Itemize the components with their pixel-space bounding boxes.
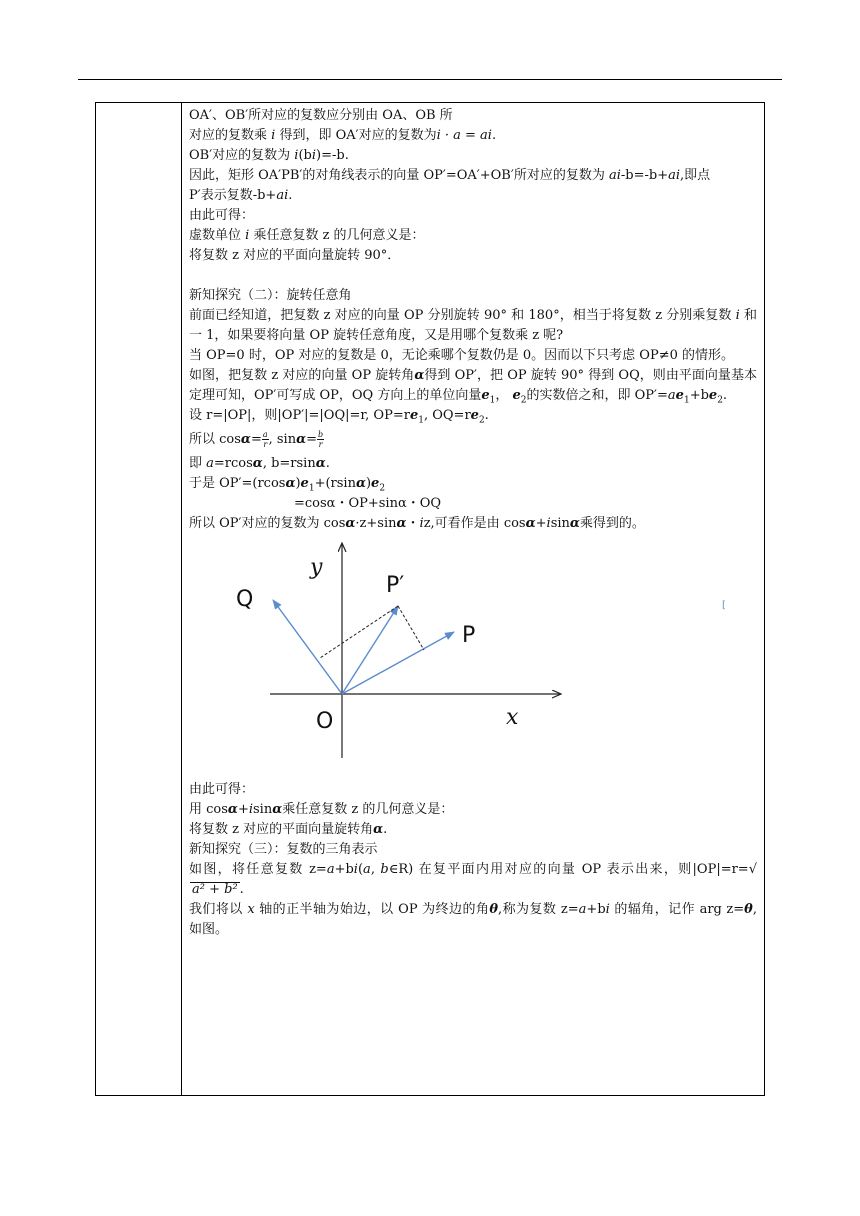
- line-8: 将复数 z 对应的平面向量旋转 90°．: [189, 248, 401, 263]
- label-p-prime: P′: [386, 573, 405, 598]
- section-3-title: 新知探究（三）：复数的三角表示: [189, 842, 378, 857]
- line-2: 对应的复数乘 i 得到，即 OA′对应的复数为i · a = ai.: [189, 128, 497, 143]
- section-2-paragraph-6: 即 a=rcosα, b=rsinα.: [189, 456, 330, 471]
- label-q: Q: [236, 587, 254, 612]
- section-2-paragraph-1: 前面已经知道，把复数 z 对应的向量 OP 分别旋转 90° 和 180°，相当于将复数 z 分别乘复数 i 和一 1，如果要将向量 OP 旋转任意角度，又是用哪个复数乘 z 呢?: [189, 308, 757, 343]
- rotation-diagram: [176, 540, 744, 776]
- conclusion-line-2: 用 cosα+isinα乘任意复数 z 的几何意义是：: [189, 802, 454, 817]
- line-4: 因此，矩形 OA′PB′的对角线表示的向量 OP′=OA′+OB′所对应的复数为 ai-b=-b+ai,即点: [189, 168, 711, 183]
- projection-dashed-1: [320, 606, 398, 658]
- header-rule: [78, 79, 782, 80]
- section-2-paragraph-9: 所以 OP′对应的复数为 cosα·z+sinα・iz,可看作是由 cosα+isinα乘得到的。: [189, 516, 645, 531]
- line-1: OA′、OB′所对应的复数应分别由 OA、OB 所: [189, 108, 453, 123]
- vector-op: [342, 632, 454, 694]
- label-p: P: [462, 623, 476, 648]
- section-2-paragraph-4: 设 r=|OP|，则|OP′|=|OQ|=r, $OP=re_1$, $OQ=re_2$.: [189, 408, 489, 426]
- label-o: O: [316, 709, 334, 734]
- section-3-paragraph-2: 我们将以 x 轴的正半轴为始边，以 OP 为终边的角θ,称为复数 z=a+bi 的辐角，记作 arg z=θ, 如图。: [189, 902, 757, 937]
- content-table: [95, 102, 765, 1096]
- conclusion-line-3: 将复数 z 对应的平面向量旋转角α.: [189, 822, 388, 837]
- section-2-title: 新知探究（二）：旋转任意角: [189, 288, 352, 303]
- section-2-paragraph-3: 如图，把复数 z 对应的向量 OP 旋转角α得到 OP′，把 OP 旋转 90° 得到 OQ，则由平面向量基本定理可知，OP′可写成 OP，OQ 方向上的单位向量$e_1$， $e_2$的实数倍之和，即 $OP'=ae_1+be_2$.: [189, 368, 757, 406]
- label-x: x: [506, 705, 519, 730]
- line-6: 由此可得：: [189, 208, 255, 223]
- conclusion-line-1: 由此可得：: [189, 782, 255, 797]
- vector-oq: [273, 600, 342, 694]
- lesson-content: [189, 106, 757, 940]
- section-3-paragraph-1: 如图，将任意复数 z=a+bi(a, b∈R) 在复平面内用对应的向量 OP 表示出来，则|OP|=r=√a² + b² .: [189, 862, 758, 897]
- line-7: 虚数单位 i 乘任意复数 z 的几何意义是：: [189, 228, 425, 243]
- line-5: P′表示复数-b+ai.: [189, 188, 293, 203]
- stray-bracket: [: [722, 600, 726, 611]
- section-2-paragraph-7: 于是 $OP'=(rcos\alpha)e_1+(rsin\alpha)e_2$: [189, 476, 386, 494]
- section-2-paragraph-8: =cosα・OP+sinα・OQ: [294, 496, 442, 511]
- line-3: OB′对应的复数为 i(bi)=-b.: [189, 148, 349, 163]
- section-2-paragraph-2: 当 OP=0 时，OP 对应的复数是 0，无论乘哪个复数仍是 0。因而以下只考虑 OP≠0 的情形。: [189, 348, 735, 363]
- section-2-fractions: 所以 cosα= $\frac{a}{r}$ , sinα= $\frac{b}{r}$: [189, 430, 324, 449]
- projection-dashed-2: [398, 606, 424, 650]
- vector-op-prime: [342, 606, 398, 694]
- rotation-figure: [176, 540, 744, 776]
- label-y: y: [310, 555, 323, 580]
